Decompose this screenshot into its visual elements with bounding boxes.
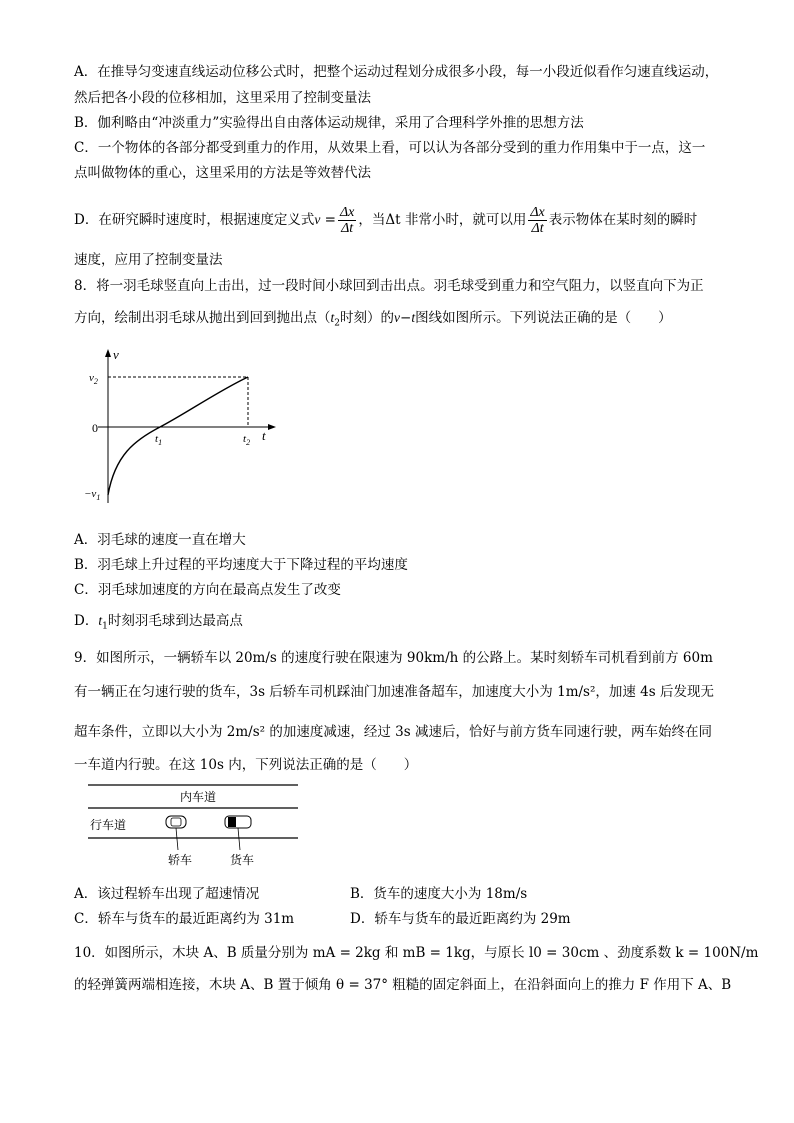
q7-option-a-line1: A．在推导匀变速直线运动位移公式时，把整个运动过程划分成很多小段，每一小段近似看作匀速直线运动， <box>74 64 719 80</box>
v2-label: $v_2$ <box>89 372 98 386</box>
inner-lane-label: 内车道 <box>180 790 217 804</box>
formula-fraction-2: $\frac{\Delta x}{\Delta t}$ <box>530 205 545 236</box>
q9-option-d: D．轿车与货车的最近距离约为 29m <box>350 911 571 927</box>
q10-stem-line1: 10．如图所示，木块 A、B 质量分别为 mA = 2kg 和 mB = 1kg，与原长 l0 = 30cm 、劲度系数 k = 100N/m <box>74 945 759 961</box>
q7-option-b: B．伽利略由“冲淡重力”实验得出自由落体运动规律，采用了合理科学外推的思想方法 <box>74 115 584 131</box>
q7-option-a-line2: 然后把各小段的位移相加，这里采用了控制变量法 <box>74 90 371 106</box>
q9-stem-line4: 一车道内行驶。在这 10s 内，下列说法正确的是（ ） <box>74 757 418 773</box>
q9-option-c: C．轿车与货车的最近距离约为 31m <box>74 911 295 927</box>
q9-stem-line1: 9．如图所示，一辆轿车以 20m/s 的速度行驶在限速为 90km/h 的公路上。某时刻轿车司机看到前方 60m <box>74 650 713 666</box>
q8-stem-line2-mid: 时刻）的 <box>340 310 394 326</box>
formula-v: v <box>314 212 321 227</box>
driving-lane-label: 行车道 <box>90 818 127 832</box>
q8-option-b: B．羽毛球上升过程的平均速度大于下降过程的平均速度 <box>74 557 408 573</box>
v-axis-label: v <box>113 347 119 362</box>
q9-option-a: A．该过程轿车出现了超速情况 <box>74 886 260 902</box>
vt-graph <box>80 345 280 515</box>
q8-option-d: D．$t_1$时刻羽毛球到达最高点 <box>74 613 243 632</box>
q8-option-c: C．羽毛球加速度的方向在最高点发生了改变 <box>74 582 341 598</box>
t2-label: $t_2$ <box>243 433 251 447</box>
car-label: 轿车 <box>168 853 193 867</box>
formula-fraction: $\frac{\Delta x}{\Delta t}$ <box>339 205 355 236</box>
q7-option-d-text-pre: D．在研究瞬时速度时，根据速度定义式 <box>74 212 315 228</box>
q9-stem-line2: 有一辆正在匀速行驶的货车，3s 后轿车司机踩油门加速准备超车，加速度大小为 1m/s²，加速 4s 后发现无 <box>74 684 714 700</box>
neg-v1-label: $-v_1$ <box>84 488 101 502</box>
t-axis-label: t <box>262 428 266 443</box>
q8-stem-line2-post: 图线如图所示。下列说法正确的是（ ） <box>415 310 672 326</box>
t1-label: $t_1$ <box>155 433 163 447</box>
q7-option-d-line1: D．在研究瞬时速度时，根据速度定义式v = $\frac{\Delta x}{\Delta t}$ ，当Δt 非常小时，就可以用 $\frac{\Delta x}{\Delta t}$ 表示物体在某时刻的瞬时 <box>74 205 698 236</box>
q8-option-a: A．羽毛球的速度一直在增大 <box>74 532 246 548</box>
q8-stem-line1: 8．将一羽毛球竖直向上击出，过一段时间小球回到击出点。羽毛球受到重力和空气阻力，以竖直向下为正 <box>74 278 704 294</box>
q7-option-d-text-post: 表示物体在某时刻的瞬时 <box>548 212 698 228</box>
q8-stem-line2-pre: 方向，绘制出羽毛球从抛出到回到抛出点（ <box>74 310 331 326</box>
lane-diagram <box>80 780 305 872</box>
q7-option-d-line2: 速度，应用了控制变量法 <box>74 252 223 268</box>
q8-option-d-text: 时刻羽毛球到达最高点 <box>107 613 243 629</box>
q10-stem-line2: 的轻弹簧两端相连接，木块 A、B 置于倾角 θ = 37° 粗糙的固定斜面上，在沿斜面向上的推力 F 作用下 A、B <box>74 977 732 993</box>
q9-stem-line3: 超车条件，立即以大小为 2m/s² 的加速度减速，经过 3s 减速后，恰好与前方货车同速行驶，两车始终在同 <box>74 724 712 740</box>
q7-option-c-line1: C．一个物体的各部分都受到重力的作用，从效果上看，可以认为各部分受到的重力作用集中于一点，这一 <box>74 140 706 156</box>
q8-stem-line2: 方向，绘制出羽毛球从抛出到回到抛出点（$t_2$时刻）的v−t图线如图所示。下列说法正确的是（ ） <box>74 310 672 329</box>
origin-label: 0 <box>92 421 98 435</box>
q9-option-b: B．货车的速度大小为 18m/s <box>350 886 528 902</box>
q7-option-c-line2: 点叫做物体的重心，这里采用的方法是等效替代法 <box>74 165 371 181</box>
truck-label: 货车 <box>230 853 255 867</box>
q7-option-d-text-mid: ，当Δt 非常小时，就可以用 <box>358 212 527 228</box>
